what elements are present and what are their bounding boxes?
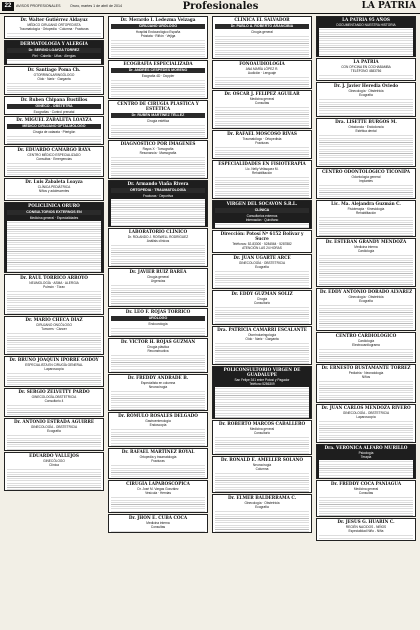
ad-title: Dr. Armando Viaña Rivera [127, 181, 189, 186]
ad-title: Dr. ERNESTO BUSTAMANTE TORREZ [321, 365, 411, 370]
ad-title: Dr. OSCAR J. FELIPEZ AGUILAR [224, 91, 300, 96]
ad-block [4, 274, 104, 315]
ad-title: Dr. EDDY GUZMÁN SOLIZ [231, 291, 293, 296]
ad-title: CENTRO DE CIRUGÍA PLÁSTICA Y ESTÉTICA [117, 101, 199, 111]
ad-subtitle: Rayos X · Tomografía [142, 146, 174, 151]
ad-fine-print [319, 304, 413, 331]
ad-title: Dr. EDUARDO CAMARGO RAYA [17, 147, 91, 152]
ad-subtitle: Ginecología · Obstetricia [348, 294, 384, 299]
ad-body: Cirugía de catarata · Pterigión [32, 130, 76, 135]
ad-title: Dr. RAUL TORRICO ARROYO [20, 275, 88, 280]
ad-fine-print [319, 184, 413, 199]
page-header [0, 0, 420, 14]
ad-block [4, 388, 104, 417]
ad-title: Dirección: Potosí Nº 6152 Bolívar y Sucre [220, 231, 304, 241]
ad-body: Oído · Nariz · Garganta [37, 76, 71, 81]
ad-fine-print [215, 270, 309, 289]
ad-bar: GINECO - OBSTETRA [7, 104, 101, 109]
ad-bar: Dr. RUBÉN MARTÍNEZ TÉLLEZ [111, 113, 205, 118]
ad-fine-print [111, 124, 205, 138]
ad-fine-print [319, 496, 413, 517]
ad-fine-print [111, 464, 205, 479]
ad-subtitle: OTORRINOLARINGÓLOGO [33, 72, 75, 77]
ad-block [108, 60, 208, 99]
ad-subtitle: ANA MARÍA LÓPEZ R. [245, 66, 279, 71]
ad-subtitle: Medicina interna [354, 244, 378, 249]
ad-body: Terapia [360, 454, 372, 459]
ad-block [212, 200, 312, 229]
ad-fine-print [7, 372, 101, 387]
ad-block [108, 228, 208, 267]
ad-body: Ecografía [359, 92, 373, 97]
ad-block [212, 130, 312, 159]
ad-bar: Dr. SERGIO LOAYZA TORREZ [7, 48, 101, 53]
ad-body: Cardiología [357, 248, 375, 253]
ad-body: ATENCIÓN LAS 24 HORAS [242, 245, 282, 250]
ad-title: ECOGRAFÍA ESPECIALIZADA [123, 61, 193, 66]
ad-subtitle: Fisioterapia · Kinesiología [347, 206, 385, 211]
ad-block [316, 444, 416, 479]
ad-fine-print [319, 28, 413, 57]
ad-subtitle: Cirugía general [147, 274, 169, 279]
ad-subtitle: Medicina interna [146, 520, 170, 525]
ad-body: Consultas [150, 524, 166, 529]
ad-subtitle: San Felipe 341 entre Potosí y Pagador [234, 377, 290, 382]
ad-title: Dr. JUAN UGARTE ARCE [233, 255, 291, 260]
ad-body: Fracturas [255, 140, 269, 145]
ad-body: Urgencias [150, 278, 166, 283]
ad-fine-print [215, 76, 309, 89]
ad-subtitle: RECIÉN NACIDOS - NIÑOS [345, 524, 387, 529]
ad-fine-print [319, 460, 413, 479]
ad-block [316, 238, 416, 287]
ad-subtitle: CLÍNICA PEDIÁTRICA [37, 184, 71, 189]
ad-body: Vesícula · Hernias [145, 490, 171, 495]
ad-fine-print [319, 74, 413, 81]
ad-subtitle: CENTRO MÉDICO ESPECIALIZADO [27, 152, 81, 157]
ad-block [316, 480, 416, 517]
ad-bar: MEDICO CIRUJANO OFTALMÓLOGO [7, 124, 101, 129]
ad-body: Resonancia · Mamografía [139, 150, 177, 155]
ad-block [316, 168, 416, 199]
ad-subtitle: Odontología general [351, 174, 381, 179]
ad-fine-print [319, 254, 413, 287]
ad-fine-print [215, 510, 309, 533]
ad-subtitle: Consultorios externos [246, 214, 278, 219]
ad-fine-print [111, 390, 205, 411]
ad-body: Cirugía estética [146, 119, 170, 124]
ad-fine-print [111, 79, 205, 98]
ad-subtitle: Especialista en columna [140, 380, 176, 385]
ad-block [108, 308, 208, 337]
ad-body: Próstata · Riñón · Vejiga [140, 34, 176, 39]
ad-fine-print [7, 468, 101, 491]
ad-subtitle: Cirugía plástica [147, 344, 169, 349]
ad-fine-print [215, 472, 309, 493]
ad-body: Estética dental [355, 128, 377, 133]
issue-date: Oruro, martes 1 de abril de 2014 [70, 4, 122, 8]
ad-fine-print [215, 223, 309, 228]
ad-block [316, 518, 416, 541]
ad-fine-print [7, 290, 101, 315]
ad-title: CENTRO ODONTOLÓGICO TICONIPA [321, 169, 411, 174]
ad-block [108, 514, 208, 533]
ad-fine-print [111, 354, 205, 373]
ad-title: Dra. PATRICIA CAMARRI ESCALANTE [217, 327, 307, 332]
ad-body: Endourología [148, 322, 168, 327]
ad-title: Dr. MIGUEL ZABALETA LOAYZA [16, 117, 92, 122]
ad-title: Dr. FREDDY COCA PANIAGUA [330, 481, 402, 486]
ad-block [316, 58, 416, 81]
ad-body: Especialidad Niño - Niña [348, 528, 384, 533]
ad-subtitle: Hospital Endourológico España [135, 30, 181, 35]
ad-title: Lic. Ma. Alejandra Guzmán C. [331, 201, 401, 206]
ad-subtitle: Cirugía [256, 296, 268, 301]
ad-body: Rehabilitación [251, 170, 273, 175]
ad-subtitle: Pediatría · Neonatología [348, 370, 384, 375]
ad-block [212, 290, 312, 325]
ad-body: Electrocardiograma [352, 342, 380, 347]
ad-body: Reconstructiva [147, 348, 169, 353]
ad-fine-print [215, 35, 309, 58]
ad-block [212, 494, 312, 533]
ad-subtitle: Gastroenterología [145, 418, 171, 423]
ad-fine-print [7, 332, 101, 355]
ad-bar: CIRUJANO URÓLOGO [111, 24, 205, 29]
ad-subtitle: Lic. Nelly Velásquez M. [245, 166, 279, 171]
ad-subtitle: CON OFICINA EN COCHABAMBA [341, 64, 391, 69]
ad-title: EDUARDO VALLEJOS [29, 453, 79, 458]
ad-title: CLÍNICA EL SALVADOR [234, 17, 290, 22]
ad-subtitle: Otorrinolaringología [248, 332, 276, 337]
ad-title: LABORATORIO CLÍNICO [128, 229, 188, 234]
ad-block [4, 418, 104, 451]
ad-block [316, 16, 416, 57]
ad-block [212, 456, 312, 493]
ad-block [4, 66, 104, 95]
ad-subtitle: Medicina general [249, 426, 275, 431]
ad-title: FONOAUDIOLOGÍA [239, 61, 285, 66]
ad-bar: CLÍNICA [215, 208, 309, 213]
ad-body: Cirugía general [251, 30, 273, 35]
ad-subtitle: Dr. ROLANDO J. ROSWELL RODRÍGUEZ [127, 234, 189, 239]
ad-fine-print [319, 216, 413, 237]
ad-fine-print [7, 194, 101, 201]
ad-block [108, 100, 208, 139]
ad-body: Laparoscopía [44, 366, 64, 371]
ad-title: Dr. EDDY ANTONIO DORADO ALVAREZ [319, 289, 413, 294]
ad-block [108, 268, 208, 307]
ad-title: Dr. ELMER BALDERRAMA C. [227, 495, 297, 500]
ad-fine-print [7, 404, 101, 417]
ad-body: Consultas [358, 490, 374, 495]
ad-fine-print [111, 496, 205, 513]
ad-fine-print [111, 244, 205, 267]
ad-title: Dr. J. Javier Heredia Oviedo [333, 83, 399, 88]
ad-title: Dra. VERÓNICA ALFARO MURILLO [324, 445, 408, 450]
ad-body: Medicina general · Especialidades [29, 216, 79, 221]
ad-title: DERMATOLOGÍA Y ALERGIA [20, 41, 88, 46]
ad-fine-print [215, 306, 309, 325]
ad-body: Clínica [49, 462, 59, 467]
ad-title: CENTRO CARDIOLÓGICO [335, 333, 397, 338]
ad-title: Dr. RAFAEL MARTÍNEZ ROYAL [121, 449, 195, 454]
ad-block [108, 412, 208, 447]
ad-fine-print [111, 39, 205, 58]
ad-block [4, 452, 104, 491]
ad-block [212, 60, 312, 89]
ad-block [212, 420, 312, 455]
ad-subtitle: GINECOLOGÍA - OBSTETRICIA [342, 410, 390, 415]
ad-block [4, 356, 104, 387]
ad-block [4, 316, 104, 355]
ad-block [4, 40, 104, 65]
ad-subtitle: GINECOLOGÍA · OBSTETRICIA [238, 260, 286, 265]
ad-body: Ecografía 4D · Doppler [141, 74, 175, 79]
ad-title: POLICLÍNICA ORURO [28, 203, 80, 208]
ad-fine-print [7, 162, 101, 177]
ad-fine-print [319, 348, 413, 363]
ad-title: LA PATRIA [353, 59, 379, 64]
ad-body: Piel · Cabello · Uñas · Alergias [32, 54, 76, 59]
ad-title: Dr. JUAN CARLOS MENDOZA RIVERO [321, 405, 411, 410]
ad-fine-print [319, 98, 413, 117]
ad-body: Laparoscopía [356, 414, 376, 419]
ad-fine-print [215, 176, 309, 199]
ad-fine-print [111, 327, 205, 336]
ad-body: Ecografía [255, 504, 269, 509]
ad-fine-print [215, 436, 309, 455]
ad-body: Fracturas · Deportiva [143, 194, 173, 199]
ad-body: Niños y adolescentes [38, 188, 70, 193]
ad-fine-print [319, 420, 413, 443]
ad-block [4, 96, 104, 115]
ad-title: DIAGNÓSTICO POR IMÁGENES [120, 141, 196, 146]
ad-subtitle: Cardiología [357, 338, 375, 343]
ad-block [108, 180, 208, 227]
ad-subtitle: Ortopedia y traumatología [139, 454, 177, 459]
ad-block [212, 90, 312, 129]
ad-title: Dr. VICTOR H. ROJAS GUZMÁN [120, 339, 196, 344]
ad-fine-print [7, 82, 101, 95]
ad-body: Consultorio [253, 430, 271, 435]
ad-body: Consultas · Emergencias [36, 156, 72, 161]
ad-block [4, 178, 104, 201]
ad-title: ESPECIALIDADES EN FISIOTERAPIA [218, 161, 306, 166]
ad-subtitle: Ginecología · Obstetricia [244, 500, 280, 505]
ad-body: Tumores · Cáncer [41, 326, 67, 331]
ad-title: Dr. ESTEBAN GRANDY MENDOZA [325, 239, 407, 244]
ad-fine-print [215, 342, 309, 365]
ad-subtitle: Medicina general [249, 96, 275, 101]
ad-body: Consultorio 4 [44, 398, 64, 403]
ad-title: Dr. Luis Zabaleta Loayza [25, 179, 83, 184]
ad-title: Dr. JESÚS G. HUARIN C. [337, 519, 395, 524]
ad-subtitle: ESPECIALISTA EN CIRUGÍA GENERAL [25, 362, 83, 367]
ad-fine-print [319, 534, 413, 541]
ad-fine-print [319, 380, 413, 403]
ad-block [316, 118, 416, 167]
ad-bar: ORTOPEDIA · TRAUMATOLOGÍA [111, 188, 205, 193]
ad-fine-print [7, 221, 101, 272]
ad-subtitle: MÉDICO CIRUJANO ORTOPEDISTA [27, 22, 81, 27]
ad-body: Análisis clínicos [146, 238, 170, 243]
ad-subtitle: Neurocirugía [252, 462, 272, 467]
ad-block [108, 374, 208, 411]
ad-subtitle: GINECOLOGÍA - OBSTETRICIA [30, 424, 78, 429]
ad-fine-print [7, 32, 101, 39]
newspaper-brand: LA PATRIA [361, 1, 416, 11]
ad-block [212, 366, 312, 419]
ad-bar: Dr. PABLO A. ROBERTO ARANCIBIA [215, 24, 309, 29]
ad-fine-print [319, 134, 413, 167]
ad-title: CIRUGÍA LAPAROSCÓPICA [126, 481, 190, 486]
ad-block [4, 116, 104, 145]
ad-body: Internación · Quirófano [245, 218, 279, 223]
ad-fine-print [215, 106, 309, 129]
ad-fine-print [215, 146, 309, 159]
ad-body: Neurocirugía [148, 384, 168, 389]
ad-block [4, 16, 104, 39]
ad-title: Dr. ANTONIO ESTRADA AGUIRRE [13, 419, 95, 424]
ad-body: Fracturas [151, 458, 165, 463]
ad-title: Dr. MARIO CHECA DÍAZ [25, 317, 83, 322]
ad-block [108, 480, 208, 513]
ad-fine-print [7, 59, 101, 64]
ad-title: Dr. RAFAEL MOSCOSO RIVAS [227, 131, 297, 136]
section-banner: Profesionales [182, 1, 259, 12]
ad-block [316, 404, 416, 443]
ad-title: Dr. JAVIER RUIZ BAREA [129, 269, 187, 274]
ad-block [212, 230, 312, 253]
ad-bar: CONSULTORIOS EXTERNOS EN [7, 210, 101, 215]
ad-title: Dr. Santiago Poma Ch. [27, 67, 81, 72]
ad-block [4, 146, 104, 177]
ad-bar: URÓLOGO [111, 316, 205, 321]
ad-title: Dr. RÓMULO ROSALES DELGADO [118, 413, 198, 418]
ad-block [108, 140, 208, 179]
ad-body: Columna [255, 466, 269, 471]
ad-body: Niños [361, 374, 371, 379]
ad-title: Dr. FREDDY ANDRADE B. [127, 375, 189, 380]
ad-title: Dr. JHON E. CUBA COCA [128, 515, 188, 520]
ad-block [316, 332, 416, 363]
ad-subtitle: Medicina general [353, 486, 379, 491]
ad-subtitle: Traumatólogo · Ortopedista [242, 136, 282, 141]
ad-title: Dr. LEO F. ROJAS TORRICO [125, 309, 191, 314]
ad-fine-print [111, 156, 205, 179]
ad-subtitle: Psicología [358, 450, 374, 455]
ad-title: Dr. Walter Gutiérrez Aldayuz [20, 17, 88, 22]
ad-subtitle: CIRUJANO ONCÓLOGO [36, 322, 72, 327]
ad-title: VIRGEN DEL SOCAVÓN S.R.L. [226, 201, 298, 206]
ad-subtitle: Ortodoncia · Endodoncia [348, 124, 384, 129]
ad-body: Ecografía [359, 298, 373, 303]
ad-fine-print [111, 199, 205, 226]
ad-block [316, 364, 416, 403]
ad-fine-print [7, 434, 101, 451]
ad-body: Ecografía [255, 264, 269, 269]
ad-block [4, 202, 104, 273]
ad-title: Dr. Merardo I. Ledezma Veizaga [120, 17, 196, 22]
ad-subtitle: GINECOLOGÍA-OBSTETRICIA [31, 394, 77, 399]
ad-body: Teléfono 5286309 [249, 381, 275, 386]
ad-fine-print [215, 387, 309, 419]
ad-body: TELÉFONO 4583756 [350, 68, 382, 73]
ad-body: Consultas [254, 100, 270, 105]
ad-body: Rehabilitación [355, 210, 377, 215]
ad-block [212, 326, 312, 365]
ad-title: Dr. Ruben Chipana Bustillos [20, 97, 88, 102]
ad-block [316, 200, 416, 237]
ad-fine-print [215, 251, 309, 253]
ad-block [108, 338, 208, 373]
ad-title: Dr. RONALD E. AMELLER SOLANO [220, 457, 304, 462]
ad-body: Traumatología · Ortopedia · Columna · Fracturas [19, 26, 89, 31]
ad-block [212, 160, 312, 199]
ad-fine-print [111, 284, 205, 307]
ad-title: Dr. ROBERTO MARCOS CABALLERO [218, 421, 306, 426]
ad-body: Implantes [359, 178, 373, 183]
ad-title: Dr. BRUNO JOAQUIN IPORRE GODOY [9, 357, 99, 362]
ad-subtitle: NEUMOLOGÍA · ASMA · ALERGIA [29, 280, 79, 285]
ad-body: Ecografía [47, 428, 61, 433]
ad-subtitle: DOCUMENTANDO NUESTRA HISTORIA [336, 22, 396, 27]
ad-fine-print [111, 530, 205, 533]
ad-body: Ecografías · Control prenatal [33, 110, 75, 115]
ad-body: Pulmón · Tórax [43, 284, 65, 289]
ad-block [212, 254, 312, 289]
page-number: 22 [2, 2, 14, 11]
ad-bar: Dr. ANDRÉS CESPEDES MORENO [111, 68, 205, 73]
ad-subtitle: GINECÓLOGO [43, 458, 65, 463]
ad-block [212, 16, 312, 59]
ad-subtitle: Teléfonos: 52-83300 · 5284564 · 5287882 [232, 241, 292, 246]
ad-block [316, 288, 416, 331]
ad-title: Dra. LISETTE BURGOS M. [335, 119, 397, 124]
ad-block [108, 16, 208, 59]
ad-fine-print [111, 428, 205, 447]
ad-title: POLICONSULTORIO VIRGEN DE GUADALUPE [223, 367, 301, 377]
ad-title: Dr. SERGIO ZELVETTY PARDO [18, 389, 90, 394]
ad-block [316, 82, 416, 117]
ad-body: Endoscopía [149, 422, 167, 427]
ad-subtitle: Ginecología · Obstetricia [348, 88, 384, 93]
ad-body: Oído · Nariz · Garganta [245, 336, 279, 341]
ad-title: LA PATRIA 95 AÑOS [342, 17, 390, 22]
ad-fine-print [7, 135, 101, 144]
ad-body: Consultorio [253, 300, 271, 305]
ad-subtitle: Dr. José M. Vargas González [137, 486, 179, 491]
section-name: AVISOS PROFESIONALES [16, 4, 61, 8]
ad-block [108, 448, 208, 479]
ad-body: Audición · Lenguaje [247, 70, 277, 75]
